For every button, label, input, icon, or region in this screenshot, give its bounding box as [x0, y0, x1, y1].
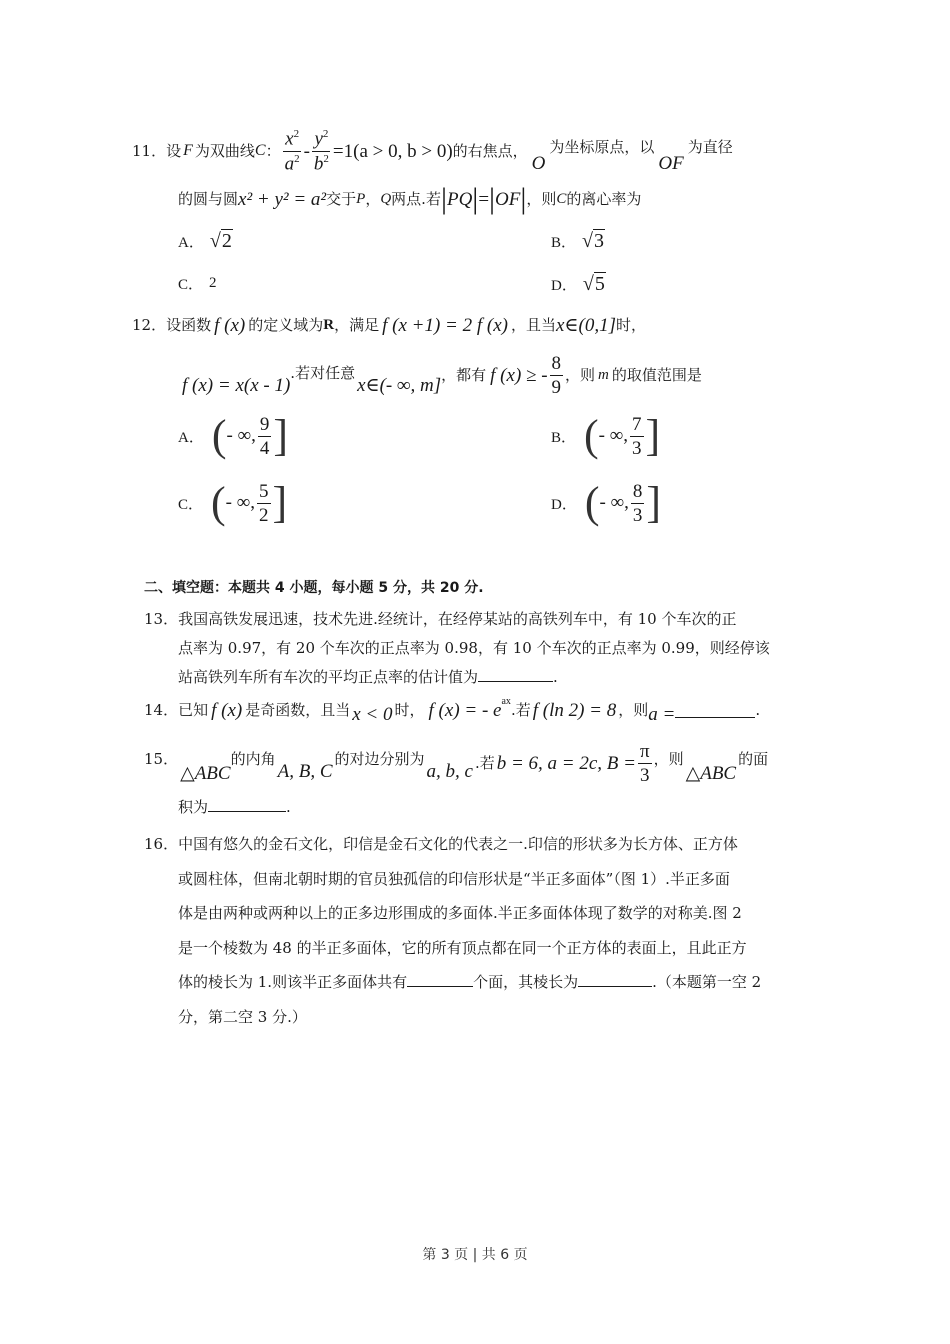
question-11-line2: 的圆与圆 x² + y² = a² 交于 P ， Q 两点.若 | PQ | = | OF | ，则 C 的离心率为 [178, 182, 642, 215]
question-15-line2: 积为 . [178, 798, 291, 816]
question-15-line1: 15． △ABC 的内角 A, B, C 的对边分别为 a, b, c .若 b = 6, a = 2c, B = $\frac{\pi}{3}$ ，则 △ABC 的面 [144, 740, 769, 786]
question-13: 13．我国高铁发展迅速，技术先进.经统计，在经停某站的高铁列车中，有 10 个车次的正 点率为 0.97，有 20 个车次的正点率为 0.98，有 10 个车次的正点率为 0.99，则经停该 站高铁列车所有车次的平均正点率的估计值为 . [144, 610, 770, 686]
question-number: 11． [132, 141, 167, 160]
fraction-x2-a2: $\frac{x^2}{a^2}$ [284, 128, 300, 174]
option-12-c[interactable]: C． ( - ∞, $\frac{5}{2}$ ] [178, 478, 288, 527]
option-12-b[interactable]: B． ( - ∞, $\frac{7}{3}$ ] [551, 411, 661, 460]
question-number: 15． [144, 749, 179, 768]
question-16: 16．中国有悠久的金石文化，印信是金石文化的代表之一.印信的形状多为长方体、正方体 或圆柱体，但南北朝时期的官员独孤信的印信形状是“半正多面体”（图 1）.半正多面 体是由两种或两种以上的正多边形围成的多面体.半正多面体体现了数学的对称美.图 2 是一个棱数为 48 的半正多面体，它的所有顶点都在同一个正方体的表面上，且此正方 体的棱长为 1.则该半正多面体共有 个面，其棱长为 .（本题第一空 2 分，第二空 3 分.） [144, 835, 762, 1026]
option-11-a[interactable]: A． √2 [178, 230, 232, 252]
question-14: 14． 已知 f (x) 是奇函数，且当 x < 0 时， f (x) = - e ax .若 f (ln 2) = 8 ，则 a = . [144, 696, 761, 725]
section-title: 二、填空题：本题共 4 小题，每小题 5 分，共 20 分. [144, 580, 484, 596]
answer-blank[interactable] [675, 702, 755, 718]
question-12-line1: 12． 设函数 f (x) 的定义域为 R ，满足 f (x +1) = 2 f (x) ，且当 x∈(0,1] 时， [132, 314, 646, 336]
option-11-d[interactable]: D． √5 [551, 273, 605, 295]
question-number: 13． [144, 610, 179, 628]
question-11-line1: 11． 设 F 为双曲线 C ： $\frac{x^2}{a^2}$ - $\frac{y^2}{b^2}$ =1(a > 0, b > 0) 的右焦点， O 为坐标原点，以 OF 为直径 [132, 128, 733, 174]
answer-blank[interactable] [478, 666, 553, 682]
question-number: 16． [144, 835, 179, 853]
option-11-b[interactable]: B． √3 [551, 230, 604, 252]
option-11-c[interactable]: C． 2 [178, 275, 217, 293]
question-12-line2: f (x) = x(x - 1) .若对任意 x∈(- ∞, m] ，都有 f (x) ≥ - $\frac{8}{9}$ ，则 m 的取值范围是 [182, 352, 702, 398]
fraction-8-9: $\frac{8}{9}$ [551, 352, 562, 398]
question-number: 12． [132, 315, 167, 334]
answer-blank-edge-length[interactable] [578, 971, 652, 987]
page-footer: 第 3 页 | 共 6 页 [422, 1247, 528, 1263]
answer-blank[interactable] [208, 796, 286, 812]
option-12-d[interactable]: D． ( - ∞, $\frac{8}{3}$ ] [551, 478, 662, 527]
fraction-y2-b2: $\frac{y^2}{b^2}$ [313, 128, 329, 174]
question-number: 14． [144, 700, 179, 719]
answer-blank-faces[interactable] [407, 971, 473, 987]
option-12-a[interactable]: A． ( - ∞, $\frac{9}{4}$ ] [178, 411, 289, 460]
